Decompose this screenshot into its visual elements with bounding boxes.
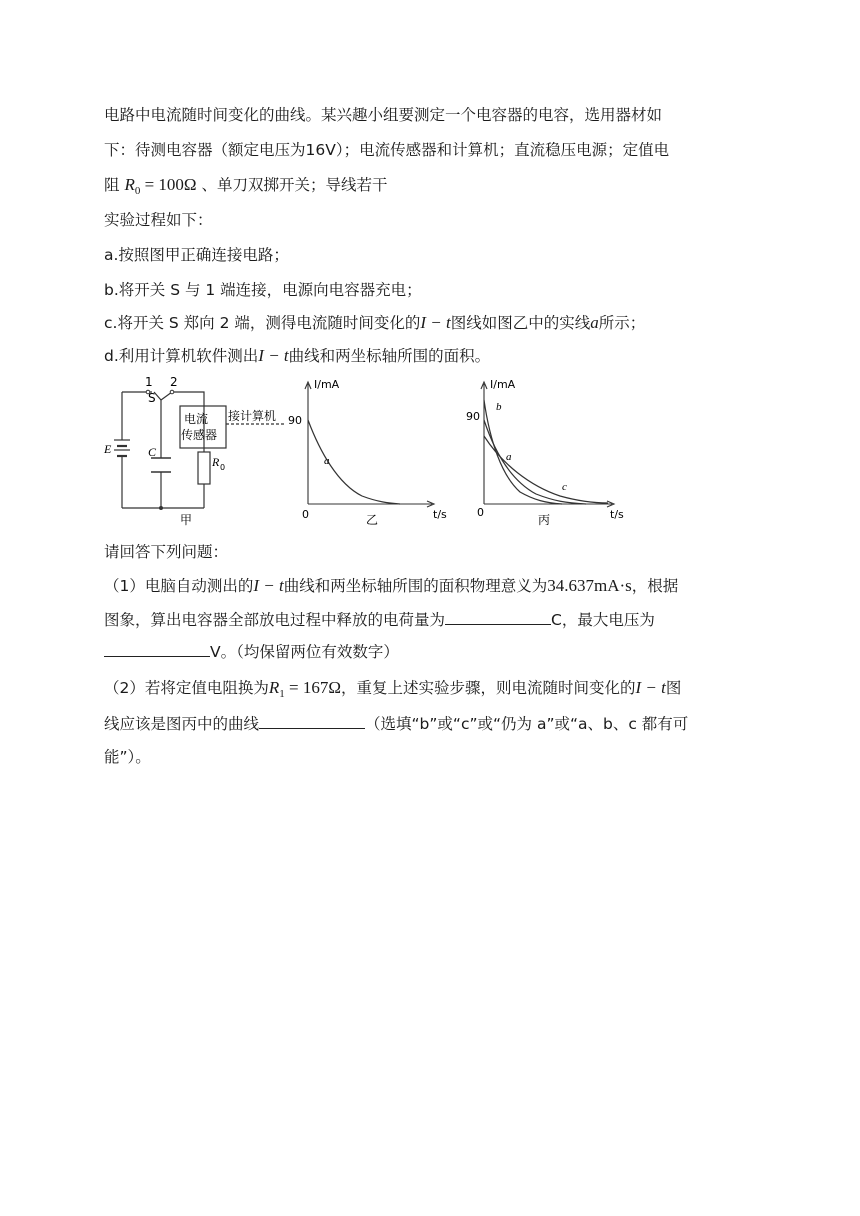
step-c [104,312,645,334]
yi-origin: 0 [302,508,309,521]
bing-curve-c-label: c [562,481,567,493]
graph-yi [305,382,434,507]
math-it: I − t [253,576,284,595]
area-value: 34.637mA·s [547,576,632,595]
bing-origin: 0 [477,506,484,519]
text-span: 曲线和两坐标轴所围的面积物理意义为 [283,577,548,595]
capacitor-label: C [148,445,157,459]
terminal-1-label: 1 [145,375,153,389]
resistor-symbol: R [268,678,280,697]
sensor-label-1: 电流 [184,412,209,426]
math-it: I − t [635,678,666,697]
bing-curve-a-label: a [506,451,512,463]
q2-line2 [104,713,688,735]
text-span: 线应该是图丙中的曲线 [104,715,260,733]
source-label: E [104,442,112,456]
terminal-2-dot [170,390,174,394]
sensor-label-2: 传感器 [181,428,218,442]
text-span: 图线如图乙中的实线 [450,314,591,332]
yi-curve-label: a [324,455,330,467]
yi-y-tick: 90 [288,414,302,427]
subscript: 1 [279,688,285,701]
text-span: C，最大电压为 [551,611,655,629]
q2-line1 [104,677,681,705]
text-span: ，重复上述实验步骤，则电流随时间变化的 [341,679,636,697]
text-span: 、单刀双掷开关；导线若干 [201,176,388,194]
terminal-2-label: 2 [170,375,178,389]
text-span: 图象，算出电容器全部放电过程中释放的电荷量为 [104,611,446,629]
resistor-sub: 0 [220,463,226,472]
bing-curve-b-label: b [496,401,502,413]
answer-blank-charge[interactable] [445,610,551,625]
text-span: d.利用计算机软件测出 [104,347,259,365]
resistance-value: = 167Ω [284,678,341,697]
procedure-heading: 实验过程如下： [104,211,213,229]
q1-line3 [104,641,399,663]
text-span: V。（均保留两位有效数字） [210,643,399,661]
bing-y-axis-label: I/mA [490,378,516,391]
caption-bing: 丙 [538,513,551,527]
text-span: ，根据 [631,577,679,595]
experiment-figure [100,372,640,536]
text-span: （1）电脑自动测出的 [104,577,254,595]
subscript: 0 [134,185,141,198]
q1-line2 [104,609,655,631]
yi-y-axis-label: I/mA [314,378,340,391]
text-span: c.将开关 S 郑向 2 端，测得电流随时间变化的 [104,314,421,332]
text-line [104,174,388,202]
math-it: I − t [258,346,289,365]
resistor-symbol: R [124,175,135,194]
junction-dot [159,506,163,510]
text-span: 所示； [598,314,646,332]
text-span: （2）若将定值电阻换为 [104,679,269,697]
step-a: a.按照图甲正确连接电路； [104,246,289,264]
text-line: 下：待测电容器（额定电压为16V）；电流传感器和计算机；直流稳压电源；定值电 [104,141,670,159]
step-b: b.将开关 S 与 1 端连接，电源向电容器充电； [104,281,422,299]
resistor-label: R [212,455,220,469]
questions-intro: 请回答下列问题： [104,543,229,561]
computer-label: 接计算机 [228,409,277,423]
text-span: （选填“b”或“c”或“仍为 a”或“a、b、c 都有可 [365,715,689,733]
math-a: a [590,313,599,332]
answer-blank-curve[interactable] [259,714,365,729]
bing-x-axis-label: t/s [610,508,624,521]
resistance-value: = 100Ω [140,175,197,194]
text-span: 图 [665,679,682,697]
step-d [104,345,490,367]
bing-y-tick: 90 [466,410,480,423]
figure-svg [100,372,640,532]
switch-label: S [148,391,156,405]
text-line: 电路中电流随时间变化的曲线。某兴趣小组要测定一个电容器的电容，选用器材如 [104,106,663,124]
math-it: I − t [420,313,451,332]
text-span: 曲线和两坐标轴所围的面积。 [288,347,491,365]
q2-line3: 能”）。 [104,748,151,766]
caption-jia: 甲 [180,513,193,527]
yi-x-axis-label: t/s [433,508,447,521]
q1-line1 [104,575,678,597]
answer-blank-voltage[interactable] [104,642,210,657]
caption-yi: 乙 [366,513,379,527]
text-span: 阻 [104,176,120,194]
